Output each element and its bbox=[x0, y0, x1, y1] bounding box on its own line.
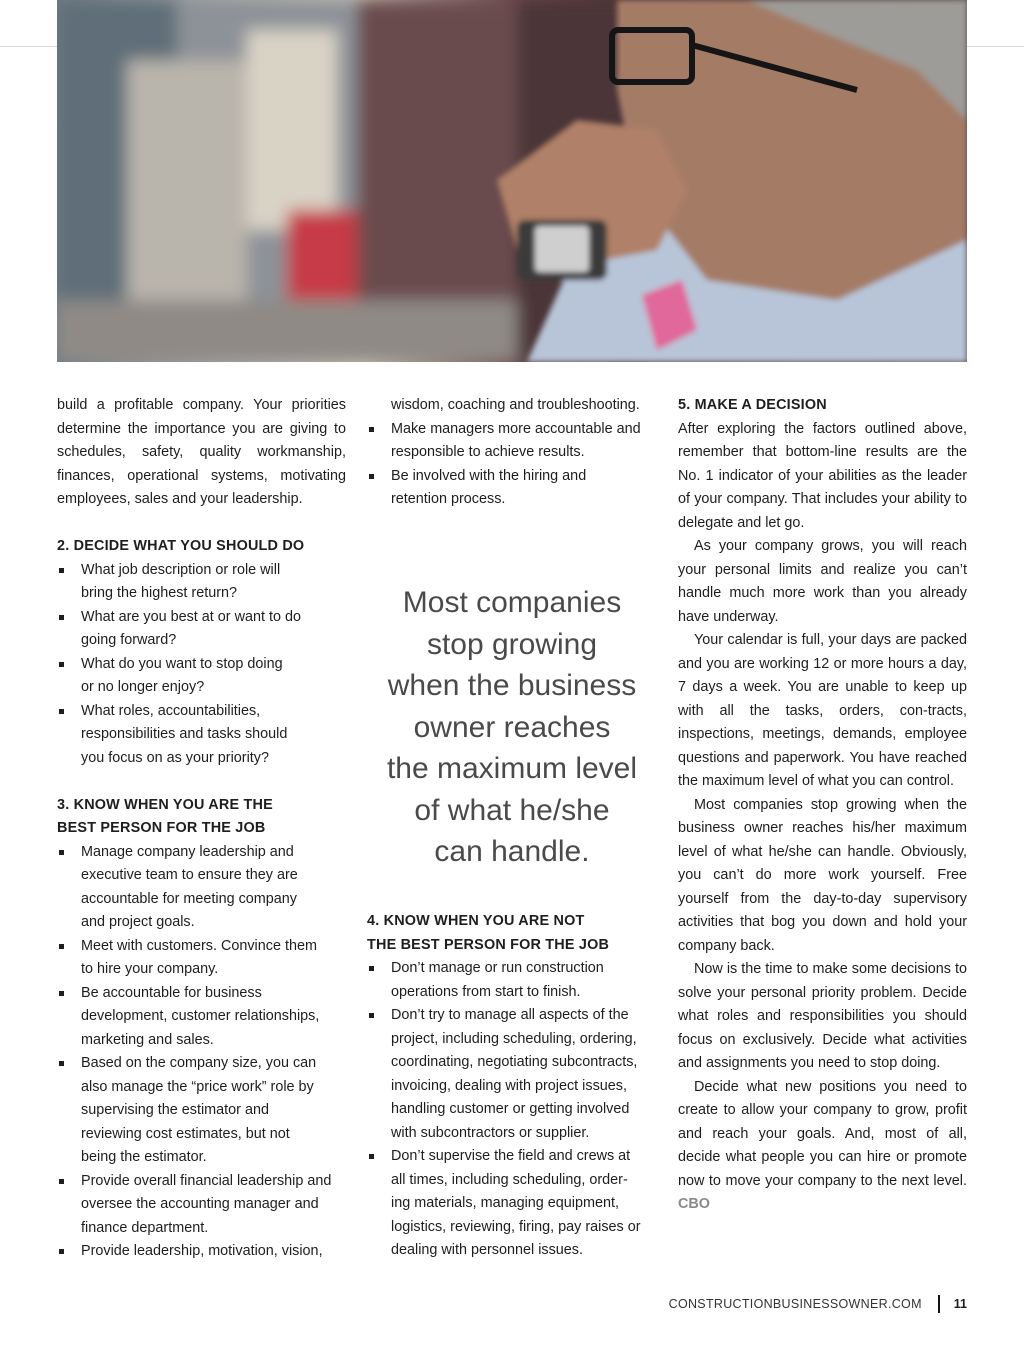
section-3-heading-line-2: BEST PERSON FOR THE JOB bbox=[57, 820, 266, 836]
section-2-heading: 2. DECIDE WHAT YOU SHOULD DO bbox=[57, 538, 305, 554]
section-3-heading-line-1: 3. KNOW WHEN YOU ARE THE bbox=[57, 796, 273, 813]
section-4-list bbox=[367, 957, 657, 1263]
section-2-list bbox=[57, 559, 346, 771]
list-item: Meet with customers. Convince them to hire your company. bbox=[57, 935, 346, 982]
list-item: Don’t try to manage all aspects of the project, including scheduling, ordering, coordinating, negotiating subcontracts, invoicing, dealing with project issues, handling customer or getting involved with subcontractors or supplier. bbox=[367, 1004, 657, 1145]
top-rule-right bbox=[967, 46, 1024, 47]
list-item: Be accountable for business development, customer relationships, marketing and sales. bbox=[57, 982, 346, 1053]
section-3-list-continued bbox=[367, 418, 657, 512]
list-item: What do you want to stop doing or no longer enjoy? bbox=[57, 653, 346, 700]
page-footer bbox=[669, 1294, 967, 1314]
list-item: Based on the company size, you can also manage the “price work” role by supervising the estimator and reviewing cost estimates, but not being the estimator. bbox=[57, 1052, 346, 1170]
paragraph: Most companies stop growing when the business owner reaches his/her maximum level of what he/she can handle. Obviously, you can’t do more work yourself. Free yourself from the day-to-day supervisory activities that bog you down and hold your company back. bbox=[678, 796, 967, 954]
column-3 bbox=[678, 394, 967, 1217]
end-mark: CBO bbox=[678, 1196, 710, 1212]
paragraph: After exploring the factors outlined above, remember that bottom-line results are the No. 1 indicator of your abilities as the leader of your company. That includes your ability to delegate and let go. bbox=[678, 420, 967, 531]
list-item: What job description or role will bring the highest return? bbox=[57, 559, 346, 606]
column-1 bbox=[57, 394, 346, 1264]
list-item: What roles, accountabilities, responsibilities and tasks should you focus on as your priority? bbox=[57, 700, 346, 771]
paragraph: As your company grows, you will reach your personal limits and realize you can’t handle much more work than you already have underway. bbox=[678, 538, 967, 625]
list-item: Don’t manage or run construction operations from start to finish. bbox=[367, 957, 657, 1004]
pull-quote: Most companies stop growing when the business owner reaches the maximum level of what he/she can handle. bbox=[386, 586, 638, 868]
list-item: Manage company leadership and executive team to ensure they are accountable for meeting company and project goals. bbox=[57, 841, 346, 935]
hero-photo bbox=[57, 0, 967, 362]
paragraph: Now is the time to make some decisions to solve your personal priority problem. Decide what roles and responsibilities you should focus on exclusively. Decide what activities and assignments you need to stop doing. bbox=[678, 961, 967, 1071]
list-item: Don’t supervise the field and crews at all times, including scheduling, order- ing materials, managing equipment, logistics, reviewing, firing, pay raises or dealing with personnel issues. bbox=[367, 1145, 657, 1263]
footer-site: CONSTRUCTIONBUSINESSOWNER.COM bbox=[668, 1297, 922, 1311]
section-5-heading: 5. MAKE A DECISION bbox=[678, 397, 827, 413]
list-item: Provide leadership, motivation, vision, bbox=[57, 1240, 346, 1264]
final-paragraph-text: Decide what new positions you need to create to allow your company to grow, profit and reach your goals. And, most of all, decide what people you can hire or promote now to move your company to the next level. bbox=[678, 1078, 967, 1189]
footer-divider bbox=[938, 1295, 940, 1313]
paragraph: Your calendar is full, your days are packed and you are working 12 or more hours a day, 7 days a week. You are unable to keep up with all the tasks, orders, con-tracts, inspections, meetings, demands, employee questions and paperwork. You have reached the maximum level of what you can control. bbox=[678, 632, 967, 789]
list-item: What are you best at or want to do going forward? bbox=[57, 606, 346, 653]
section-4 bbox=[367, 910, 657, 1263]
section-4-heading-line-1: 4. KNOW WHEN YOU ARE NOT bbox=[367, 913, 585, 929]
top-rule-left bbox=[0, 46, 57, 47]
section-4-heading-line-2: THE BEST PERSON FOR THE JOB bbox=[367, 936, 610, 953]
paragraph bbox=[678, 1076, 967, 1217]
list-item: Be involved with the hiring and retention process. bbox=[367, 465, 657, 512]
continued-list-text: wisdom, coaching and troubleshooting. bbox=[391, 397, 640, 413]
list-item: Provide overall financial leadership and oversee the accounting manager and finance department. bbox=[57, 1170, 346, 1241]
list-item: Make managers more accountable and responsible to achieve results. bbox=[367, 418, 657, 465]
column-2 bbox=[367, 394, 657, 512]
intro-paragraph: build a profitable company. Your priorities determine the importance you are giving to schedules, safety, quality workmanship, finances, operational systems, motivating employees, sales and your leadership. bbox=[57, 397, 346, 507]
page-number: 11 bbox=[953, 1297, 967, 1311]
section-3-list bbox=[57, 841, 346, 1264]
